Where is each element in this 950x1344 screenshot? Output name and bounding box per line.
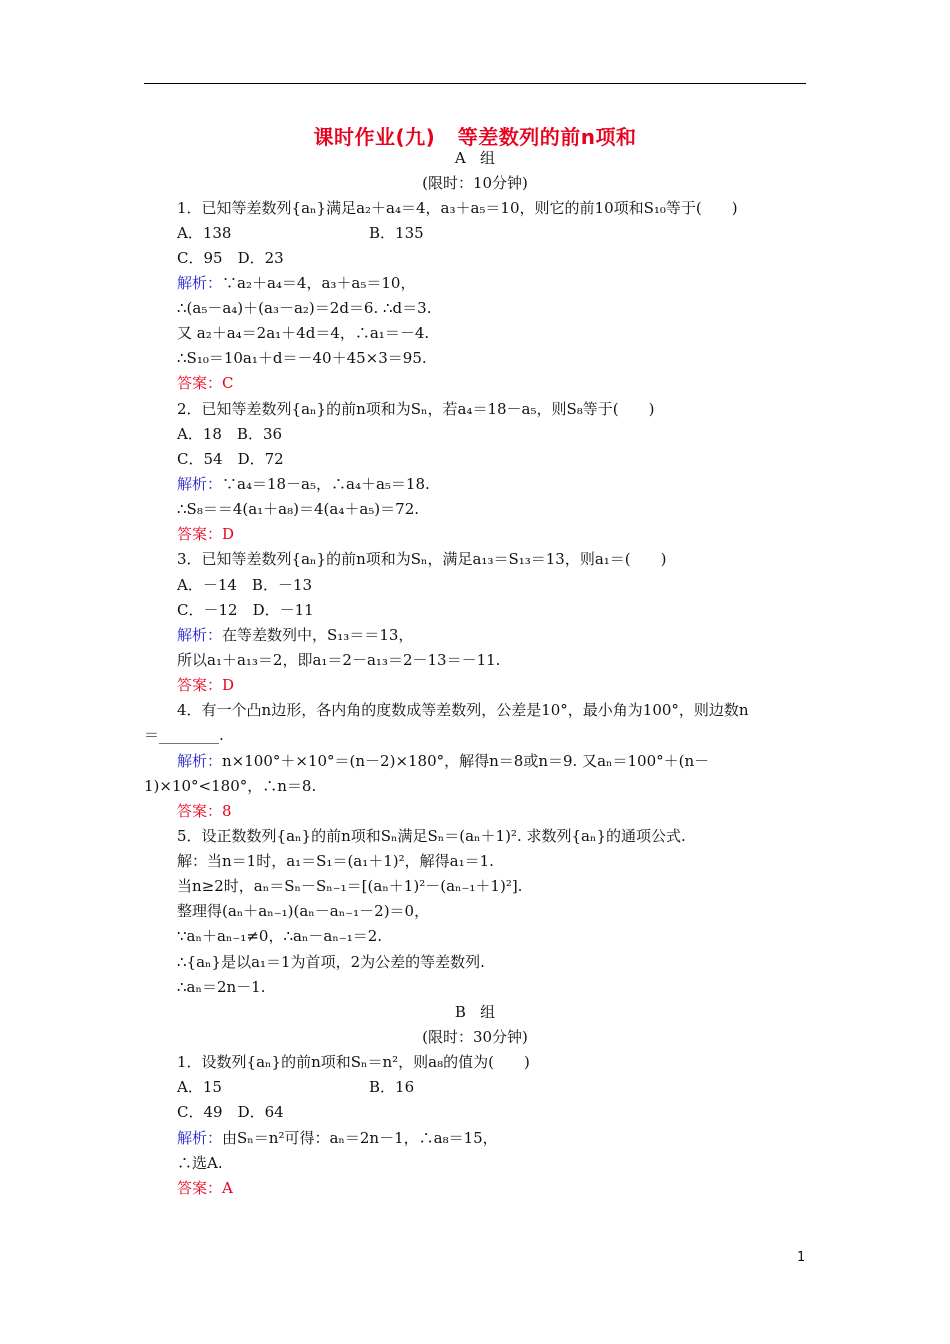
solution-line: 解析：n×100°＋×10°＝(n－2)×180°，解得n＝8或n＝9. 又aₙ＝100°＋(n－ — [177, 752, 710, 770]
solution-line: ∴S₁₀＝10a₁＋d＝－40＋45×3＝95. — [177, 349, 427, 367]
header-rule — [144, 83, 806, 84]
group-b-time: (限时：30分钟) — [422, 1028, 528, 1046]
solution-line: ∴S₈＝＝4(a₁＋a₈)＝4(a₄＋a₅)＝72. — [177, 500, 420, 518]
group-a-heading: A 组 — [454, 149, 496, 167]
answer-line: 答案：8 — [177, 802, 232, 820]
solution-line: 解析：∵a₂＋a₄＝4，a₃＋a₅＝10， — [177, 274, 416, 292]
solution-line: ∴(a₅－a₄)＋(a₃－a₂)＝2d＝6. ∴d＝3. — [177, 299, 432, 317]
options-ab: A．18 B．36 — [177, 425, 283, 443]
solution-label: 解析： — [177, 274, 223, 292]
options-cd: C．95 D．23 — [177, 249, 284, 267]
option-b: B．135 — [369, 224, 424, 242]
options-ab: A．－14 B．－13 — [177, 576, 313, 594]
option-a: A．138 — [177, 224, 232, 242]
solution-line: 解析：在等差数列中，S₁₃＝＝13， — [177, 626, 414, 644]
solution-line: 当n≥2时，aₙ＝Sₙ－Sₙ₋₁＝[(aₙ＋1)²－(aₙ₋₁＋1)²]. — [177, 877, 523, 895]
page-number: 1 — [797, 1250, 806, 1265]
solution-line: ∴{aₙ}是以a₁＝1为首项，2为公差的等差数列. — [177, 953, 485, 971]
question-2: 2．已知等差数列{aₙ}的前n项和为Sₙ，若a₄＝18－a₅，则S₈等于( ) — [177, 400, 655, 418]
page-title: 课时作业(九) 等差数列的前n项和 — [313, 125, 637, 149]
solution-line: 解析：∵a₄＝18－a₅，∴a₄＋a₅＝18. — [177, 475, 430, 493]
solution-line: 1)×10°<180°，∴n＝8. — [144, 777, 317, 795]
options-cd: C．49 D．64 — [177, 1103, 284, 1121]
option-a: A．15 — [177, 1078, 222, 1096]
question-4: 4．有一个凸n边形，各内角的度数成等差数列，公差是10°，最小角为100°，则边数n — [177, 701, 749, 719]
question-1: 1．已知等差数列{aₙ}满足a₂＋a₄＝4，a₃＋a₅＝10，则它的前10项和S₁₀等于( ) — [177, 199, 738, 217]
solution-label: 解析： — [177, 626, 223, 644]
answer-line: 答案：D — [177, 525, 235, 543]
solution-label: 解析： — [177, 1129, 223, 1147]
solution-line: ∵aₙ＋aₙ₋₁≠0，∴aₙ－aₙ₋₁＝2. — [177, 927, 383, 945]
options-cd: C．－12 D．－11 — [177, 601, 314, 619]
option-b: B．16 — [369, 1078, 415, 1096]
answer-line: 答案：C — [177, 374, 234, 392]
solution-label: 解析： — [177, 752, 223, 770]
question-5: 5．设正数数列{aₙ}的前n项和Sₙ满足Sₙ＝(aₙ＋1)². 求数列{aₙ}的通项公式. — [177, 827, 686, 845]
group-a-time: (限时：10分钟) — [422, 174, 528, 192]
answer-line: 答案：D — [177, 676, 235, 694]
options-cd: C．54 D．72 — [177, 450, 284, 468]
question-b1: 1．设数列{aₙ}的前n项和Sₙ＝n²，则a₈的值为( ) — [177, 1053, 530, 1071]
solution-line: 解析：由Sₙ＝n²可得：aₙ＝2n－1，∴a₈＝15， — [177, 1129, 498, 1147]
answer-line: 答案：A — [177, 1179, 233, 1197]
solution-line: ∴选A. — [177, 1154, 223, 1172]
solution-line: 又 a₂＋a₄＝2a₁＋4d＝4，∴a₁＝－4. — [177, 324, 430, 342]
solution-line: 整理得(aₙ＋aₙ₋₁)(aₙ－aₙ₋₁－2)＝0， — [177, 902, 430, 920]
question-3: 3．已知等差数列{aₙ}的前n项和为Sₙ，满足a₁₃＝S₁₃＝13，则a₁＝( ) — [177, 550, 667, 568]
group-b-heading: B 组 — [454, 1003, 496, 1021]
solution-line: ∴aₙ＝2n－1. — [177, 978, 266, 996]
solution-line: 解：当n＝1时，a₁＝S₁＝(a₁＋1)²，解得a₁＝1. — [177, 852, 494, 870]
solution-line: 所以a₁＋a₁₃＝2，即a₁＝2－a₁₃＝2－13＝－11. — [177, 651, 501, 669]
solution-label: 解析： — [177, 475, 223, 493]
question-4-blank: ＝________. — [144, 726, 224, 744]
